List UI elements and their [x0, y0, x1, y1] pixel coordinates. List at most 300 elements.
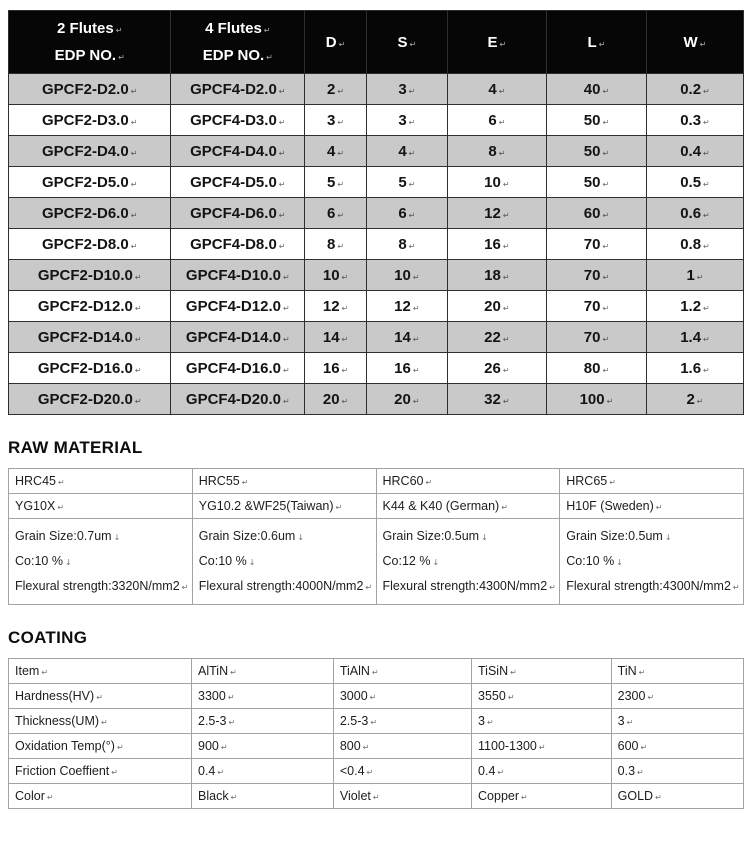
- formatting-mark-icon: ↵: [130, 117, 138, 127]
- formatting-mark-icon: ↵: [538, 743, 546, 752]
- formatting-mark-icon: ↵: [703, 303, 710, 313]
- formatting-mark-icon: ↵: [703, 334, 710, 344]
- formatting-mark-icon: ↵: [412, 303, 420, 313]
- table-cell: 4 ↵: [366, 136, 447, 167]
- formatting-mark-icon: ↵: [499, 39, 507, 49]
- formatting-mark-icon: ↵: [502, 365, 510, 375]
- table-cell: 3300 ↵: [192, 684, 334, 709]
- table-cell: 26 ↵: [447, 353, 546, 384]
- header-line: 2 Flutes ↵: [57, 20, 123, 37]
- formatting-mark-icon: ↵: [640, 743, 648, 752]
- table-cell: 0.4 ↵: [472, 759, 612, 784]
- formatting-mark-icon: ↵: [58, 478, 65, 487]
- formatting-mark-icon: ↵: [278, 179, 286, 189]
- table-cell: GOLD ↵: [611, 784, 743, 809]
- formatting-mark-icon: ↵: [337, 117, 345, 127]
- formatting-mark-icon: ↓: [248, 558, 256, 567]
- edp-size-table: [8, 10, 744, 415]
- formatting-mark-icon: ↵: [549, 583, 556, 592]
- table-cell: 0.4 ↵: [646, 136, 743, 167]
- table-cell: 10 ↵: [447, 167, 546, 198]
- formatting-mark-icon: ↵: [498, 148, 506, 158]
- table-cell: GPCF2-D20.0 ↵: [9, 384, 171, 415]
- table-cell: GPCF4-D6.0 ↵: [171, 198, 305, 229]
- formatting-mark-icon: ↵: [510, 668, 517, 677]
- spec-row: [9, 519, 744, 605]
- formatting-mark-icon: ↵: [118, 53, 125, 62]
- formatting-mark-icon: ↵: [341, 396, 349, 406]
- table-cell: 16 ↵: [447, 229, 546, 260]
- dimension-header-cell: W ↵: [646, 11, 743, 74]
- formatting-mark-icon: ↵: [409, 39, 417, 49]
- formatting-mark-icon: ↵: [703, 241, 710, 251]
- table-cell: 600 ↵: [611, 734, 743, 759]
- table-cell: 900 ↵: [192, 734, 334, 759]
- edp-row: [9, 229, 744, 260]
- table-cell: GPCF2-D10.0 ↵: [9, 260, 171, 291]
- edp-row: [9, 322, 744, 353]
- edp-row: [9, 353, 744, 384]
- table-cell: 50 ↵: [546, 105, 646, 136]
- spec-line: Flexural strength:4300N/mm2 ↵: [566, 579, 740, 593]
- table-cell: Oxidation Temp(°) ↵: [9, 734, 192, 759]
- table-cell: GPCF4-D14.0 ↵: [171, 322, 305, 353]
- formatting-mark-icon: ↵: [282, 334, 290, 344]
- material-row: [9, 494, 744, 519]
- table-cell: 18 ↵: [447, 260, 546, 291]
- table-cell: 16 ↵: [366, 353, 447, 384]
- formatting-mark-icon: ↵: [703, 117, 710, 127]
- table-cell: GPCF4-D8.0 ↵: [171, 229, 305, 260]
- table-cell: 10 ↵: [305, 260, 367, 291]
- table-cell: Black ↵: [192, 784, 334, 809]
- table-cell: 12 ↵: [447, 198, 546, 229]
- grade-cell: HRC55 ↵: [192, 469, 376, 494]
- table-cell: 0.2 ↵: [646, 74, 743, 105]
- edp-row: [9, 167, 744, 198]
- formatting-mark-icon: ↵: [412, 365, 420, 375]
- formatting-mark-icon: ↵: [282, 365, 290, 375]
- table-cell: 4 ↵: [305, 136, 367, 167]
- table-cell: 3550 ↵: [472, 684, 612, 709]
- table-cell: 3 ↵: [472, 709, 612, 734]
- table-cell: 3 ↵: [305, 105, 367, 136]
- grade-cell: HRC60 ↵: [376, 469, 560, 494]
- table-cell: Friction Coeffient ↵: [9, 759, 192, 784]
- formatting-mark-icon: ↵: [116, 743, 124, 752]
- spec-line: Co:12 % ↓: [382, 554, 440, 568]
- formatting-mark-icon: ↵: [703, 365, 710, 375]
- table-cell: 5 ↵: [366, 167, 447, 198]
- formatting-mark-icon: ↵: [412, 396, 420, 406]
- formatting-mark-icon: ↵: [602, 210, 610, 220]
- table-cell: 50 ↵: [546, 136, 646, 167]
- formatting-mark-icon: ↵: [412, 272, 420, 282]
- formatting-mark-icon: ↵: [227, 693, 235, 702]
- table-cell: 12 ↵: [305, 291, 367, 322]
- table-cell: GPCF4-D3.0 ↵: [171, 105, 305, 136]
- table-cell: GPCF4-D5.0 ↵: [171, 167, 305, 198]
- table-cell: 70 ↵: [546, 291, 646, 322]
- formatting-mark-icon: ↵: [134, 334, 142, 344]
- formatting-mark-icon: ↵: [703, 179, 710, 189]
- table-cell: 80 ↵: [546, 353, 646, 384]
- formatting-mark-icon: ↵: [130, 241, 138, 251]
- formatting-mark-icon: ↵: [365, 583, 373, 592]
- formatting-mark-icon: ↵: [266, 53, 273, 62]
- formatting-mark-icon: ↵: [502, 241, 510, 251]
- table-cell: Hardness(HV) ↵: [9, 684, 192, 709]
- table-cell: GPCF4-D4.0 ↵: [171, 136, 305, 167]
- raw-material-heading: RAW MATERIAL: [8, 438, 143, 457]
- table-cell: 0.8 ↵: [646, 229, 743, 260]
- formatting-mark-icon: ↵: [521, 793, 528, 802]
- formatting-mark-icon: ↵: [134, 303, 142, 313]
- table-cell: GPCF4-D16.0 ↵: [171, 353, 305, 384]
- table-cell: Violet ↵: [333, 784, 471, 809]
- formatting-mark-icon: ↵: [502, 396, 510, 406]
- table-cell: 0.5 ↵: [646, 167, 743, 198]
- formatting-mark-icon: ↵: [134, 365, 142, 375]
- table-cell: 100 ↵: [546, 384, 646, 415]
- table-cell: GPCF2-D14.0 ↵: [9, 322, 171, 353]
- coating-table: [8, 658, 744, 809]
- formatting-mark-icon: ↵: [134, 272, 142, 282]
- edp-row: [9, 105, 744, 136]
- edp-row: [9, 198, 744, 229]
- formatting-mark-icon: ↵: [626, 718, 634, 727]
- table-cell: 70 ↵: [546, 260, 646, 291]
- grade-row: [9, 469, 744, 494]
- formatting-mark-icon: ↵: [57, 503, 65, 512]
- dimension-header-cell: D ↵: [305, 11, 367, 74]
- formatting-mark-icon: ↵: [498, 86, 506, 96]
- formatting-mark-icon: ↵: [602, 117, 610, 127]
- formatting-mark-icon: ↵: [181, 583, 189, 592]
- formatting-mark-icon: ↵: [341, 334, 349, 344]
- formatting-mark-icon: ↵: [282, 396, 290, 406]
- table-cell: 8 ↵: [366, 229, 447, 260]
- edp-row: [9, 260, 744, 291]
- table-cell: GPCF2-D8.0 ↵: [9, 229, 171, 260]
- formatting-mark-icon: ↓: [297, 533, 305, 542]
- formatting-mark-icon: ↵: [111, 768, 118, 777]
- table-cell: 0.3 ↵: [611, 759, 743, 784]
- formatting-mark-icon: ↵: [337, 210, 345, 220]
- table-cell: 3000 ↵: [333, 684, 471, 709]
- table-cell: 2300 ↵: [611, 684, 743, 709]
- spec-cell: [9, 519, 193, 605]
- table-cell: 0.3 ↵: [646, 105, 743, 136]
- table-cell: 2.5-3 ↵: [192, 709, 334, 734]
- spec-cell: [192, 519, 376, 605]
- coating-row: [9, 784, 744, 809]
- formatting-mark-icon: ↵: [338, 39, 346, 49]
- formatting-mark-icon: ↵: [638, 668, 646, 677]
- edp-row: [9, 384, 744, 415]
- edp-row: [9, 136, 744, 167]
- formatting-mark-icon: ↵: [602, 365, 610, 375]
- material-cell: YG10.2 &WF25(Taiwan) ↵: [192, 494, 376, 519]
- formatting-mark-icon: ↵: [278, 241, 286, 251]
- table-cell: 70 ↵: [546, 322, 646, 353]
- coating-row: [9, 684, 744, 709]
- formatting-mark-icon: ↓: [664, 533, 672, 542]
- table-cell: 14 ↵: [366, 322, 447, 353]
- table-cell: 6 ↵: [305, 198, 367, 229]
- edp-flutes-header-cell: [9, 11, 171, 74]
- formatting-mark-icon: ↵: [497, 768, 505, 777]
- formatting-mark-icon: ↵: [115, 26, 123, 35]
- formatting-mark-icon: ↵: [602, 303, 610, 313]
- formatting-mark-icon: ↓: [432, 558, 440, 567]
- table-cell: 60 ↵: [546, 198, 646, 229]
- table-cell: Color ↵: [9, 784, 192, 809]
- formatting-mark-icon: ↵: [366, 768, 374, 777]
- coating-header-cell: Item ↵: [9, 659, 192, 684]
- table-cell: 4 ↵: [447, 74, 546, 105]
- table-cell: 8 ↵: [305, 229, 367, 260]
- spec-line: Grain Size:0.7um ↓: [15, 529, 121, 543]
- edp-row: [9, 74, 744, 105]
- formatting-mark-icon: ↵: [46, 793, 54, 802]
- table-cell: GPCF2-D3.0 ↵: [9, 105, 171, 136]
- table-cell: 20 ↵: [447, 291, 546, 322]
- formatting-mark-icon: ↵: [337, 179, 345, 189]
- formatting-mark-icon: ↵: [703, 148, 710, 158]
- table-cell: 20 ↵: [305, 384, 367, 415]
- material-cell: YG10X ↵: [9, 494, 193, 519]
- formatting-mark-icon: ↵: [699, 39, 707, 49]
- table-cell: 10 ↵: [366, 260, 447, 291]
- formatting-mark-icon: ↓: [616, 558, 623, 567]
- formatting-mark-icon: ↵: [130, 148, 138, 158]
- table-cell: 2 ↵: [305, 74, 367, 105]
- formatting-mark-icon: ↵: [341, 272, 349, 282]
- formatting-mark-icon: ↵: [598, 39, 606, 49]
- formatting-mark-icon: ↵: [96, 693, 103, 702]
- table-cell: 20 ↵: [366, 384, 447, 415]
- formatting-mark-icon: ↵: [655, 793, 662, 802]
- formatting-mark-icon: ↵: [703, 86, 710, 96]
- table-cell: GPCF4-D20.0 ↵: [171, 384, 305, 415]
- formatting-mark-icon: ↵: [263, 26, 271, 35]
- coating-row: [9, 759, 744, 784]
- edp-table-head: [9, 11, 744, 74]
- coating-body: [9, 659, 744, 809]
- spec-line: Flexural strength:4000N/mm2 ↵: [198, 579, 373, 593]
- coating-header-cell: AlTiN ↵: [192, 659, 334, 684]
- table-cell: GPCF2-D2.0 ↵: [9, 74, 171, 105]
- formatting-mark-icon: ↓: [64, 558, 72, 567]
- table-cell: GPCF2-D4.0 ↵: [9, 136, 171, 167]
- table-cell: 2.5-3 ↵: [333, 709, 471, 734]
- formatting-mark-icon: ↵: [609, 478, 616, 487]
- dimension-header-cell: E ↵: [447, 11, 546, 74]
- table-cell: GPCF2-D12.0 ↵: [9, 291, 171, 322]
- formatting-mark-icon: ↵: [371, 668, 379, 677]
- table-cell: 14 ↵: [305, 322, 367, 353]
- edp-table-body: [9, 74, 744, 415]
- formatting-mark-icon: ↵: [362, 743, 370, 752]
- formatting-mark-icon: ↵: [278, 210, 286, 220]
- table-cell: 800 ↵: [333, 734, 471, 759]
- table-cell: GPCF2-D5.0 ↵: [9, 167, 171, 198]
- formatting-mark-icon: ↵: [130, 179, 138, 189]
- formatting-mark-icon: ↵: [696, 272, 704, 282]
- formatting-mark-icon: ↵: [502, 303, 510, 313]
- raw-material-body: [9, 469, 744, 605]
- formatting-mark-icon: ↵: [241, 478, 249, 487]
- formatting-mark-icon: ↵: [486, 718, 494, 727]
- coating-header-cell: TiN ↵: [611, 659, 743, 684]
- formatting-mark-icon: ↵: [696, 396, 704, 406]
- spec-line: Flexural strength:4300N/mm2 ↵: [382, 579, 556, 593]
- spec-line: Grain Size:0.5um ↓: [566, 529, 672, 543]
- table-cell: 32 ↵: [447, 384, 546, 415]
- raw-material-table: [8, 468, 744, 605]
- header-line: 4 Flutes ↵: [205, 20, 271, 37]
- formatting-mark-icon: ↵: [130, 210, 138, 220]
- coating-row: [9, 734, 744, 759]
- table-cell: 6 ↵: [447, 105, 546, 136]
- grade-cell: HRC45 ↵: [9, 469, 193, 494]
- table-cell: GPCF2-D16.0 ↵: [9, 353, 171, 384]
- spec-line: Co:10 % ↓: [15, 554, 72, 568]
- table-cell: 0.6 ↵: [646, 198, 743, 229]
- spec-line: Grain Size:0.5um ↓: [382, 529, 488, 543]
- coating-heading: COATING: [8, 628, 88, 647]
- formatting-mark-icon: ↵: [602, 86, 610, 96]
- table-cell: 70 ↵: [546, 229, 646, 260]
- table-cell: 50 ↵: [546, 167, 646, 198]
- table-cell: GPCF2-D6.0 ↵: [9, 198, 171, 229]
- formatting-mark-icon: ↵: [337, 86, 345, 96]
- formatting-mark-icon: ↵: [282, 272, 290, 282]
- formatting-mark-icon: ↵: [502, 179, 510, 189]
- formatting-mark-icon: ↵: [341, 365, 349, 375]
- header-line: EDP NO. ↵: [202, 47, 273, 64]
- table-cell: 22 ↵: [447, 322, 546, 353]
- spec-line: Co:10 % ↓: [198, 554, 256, 568]
- table-cell: Thickness(UM) ↵: [9, 709, 192, 734]
- formatting-mark-icon: ↵: [278, 148, 286, 158]
- formatting-mark-icon: ↵: [412, 334, 420, 344]
- spec-cell: [560, 519, 744, 605]
- formatting-mark-icon: ↵: [602, 334, 610, 344]
- formatting-mark-icon: ↵: [502, 334, 510, 344]
- formatting-mark-icon: ↵: [41, 668, 49, 677]
- formatting-mark-icon: ↓: [113, 533, 121, 542]
- formatting-mark-icon: ↵: [507, 693, 515, 702]
- formatting-mark-icon: ↵: [408, 241, 416, 251]
- formatting-mark-icon: ↵: [732, 583, 740, 592]
- table-cell: 0.4 ↵: [192, 759, 334, 784]
- formatting-mark-icon: ↵: [502, 210, 510, 220]
- formatting-mark-icon: ↵: [217, 768, 225, 777]
- coating-header-row: [9, 659, 744, 684]
- table-cell: 1 ↵: [646, 260, 743, 291]
- table-cell: 16 ↵: [305, 353, 367, 384]
- table-cell: 1.2 ↵: [646, 291, 743, 322]
- table-cell: 1.6 ↵: [646, 353, 743, 384]
- formatting-mark-icon: ↵: [637, 768, 644, 777]
- formatting-mark-icon: ↵: [101, 718, 108, 727]
- table-cell: 1.4 ↵: [646, 322, 743, 353]
- spec-cell: [376, 519, 560, 605]
- table-cell: 40 ↵: [546, 74, 646, 105]
- grade-cell: HRC65 ↵: [560, 469, 744, 494]
- formatting-mark-icon: ↵: [408, 86, 416, 96]
- formatting-mark-icon: ↵: [502, 272, 510, 282]
- table-cell: 3 ↵: [366, 74, 447, 105]
- formatting-mark-icon: ↵: [335, 503, 343, 512]
- dimension-header-cell: S ↵: [366, 11, 447, 74]
- table-cell: 6 ↵: [366, 198, 447, 229]
- edp-flutes-header-cell: [171, 11, 305, 74]
- formatting-mark-icon: ↵: [230, 668, 237, 677]
- formatting-mark-icon: ↵: [602, 148, 610, 158]
- formatting-mark-icon: ↵: [337, 148, 345, 158]
- dimension-header-cell: L ↵: [546, 11, 646, 74]
- edp-row: [9, 291, 744, 322]
- material-cell: K44 & K40 (German) ↵: [376, 494, 560, 519]
- formatting-mark-icon: ↵: [703, 210, 710, 220]
- formatting-mark-icon: ↵: [408, 148, 416, 158]
- formatting-mark-icon: ↵: [425, 478, 433, 487]
- table-cell: 1100-1300 ↵: [472, 734, 612, 759]
- table-cell: 12 ↵: [366, 291, 447, 322]
- formatting-mark-icon: ↵: [606, 396, 614, 406]
- spec-line: Co:10 % ↓: [566, 554, 623, 568]
- formatting-mark-icon: ↵: [372, 793, 380, 802]
- spec-line: Grain Size:0.6um ↓: [198, 529, 305, 543]
- header-line: EDP NO. ↵: [54, 47, 125, 64]
- formatting-mark-icon: ↵: [408, 117, 416, 127]
- table-cell: 3 ↵: [366, 105, 447, 136]
- formatting-mark-icon: ↵: [498, 117, 506, 127]
- table-cell: 8 ↵: [447, 136, 546, 167]
- formatting-mark-icon: ↵: [220, 743, 228, 752]
- formatting-mark-icon: ↵: [408, 210, 416, 220]
- formatting-mark-icon: ↵: [278, 117, 286, 127]
- table-cell: <0.4 ↵: [333, 759, 471, 784]
- formatting-mark-icon: ↵: [134, 396, 142, 406]
- table-cell: Copper ↵: [472, 784, 612, 809]
- formatting-mark-icon: ↵: [341, 303, 349, 313]
- coating-header-cell: TiSiN ↵: [472, 659, 612, 684]
- formatting-mark-icon: ↵: [602, 241, 610, 251]
- table-cell: GPCF4-D12.0 ↵: [171, 291, 305, 322]
- formatting-mark-icon: ↵: [501, 503, 508, 512]
- formatting-mark-icon: ↵: [408, 179, 416, 189]
- coating-row: [9, 709, 744, 734]
- formatting-mark-icon: ↵: [602, 272, 610, 282]
- edp-header-row: [9, 11, 744, 74]
- formatting-mark-icon: ↵: [282, 303, 290, 313]
- formatting-mark-icon: ↵: [369, 693, 377, 702]
- table-cell: GPCF4-D2.0 ↵: [171, 74, 305, 105]
- table-cell: 3 ↵: [611, 709, 743, 734]
- formatting-mark-icon: ↵: [655, 503, 663, 512]
- formatting-mark-icon: ↵: [370, 718, 378, 727]
- table-cell: GPCF4-D10.0 ↵: [171, 260, 305, 291]
- table-cell: 5 ↵: [305, 167, 367, 198]
- formatting-mark-icon: ↵: [130, 86, 138, 96]
- formatting-mark-icon: ↵: [278, 86, 286, 96]
- material-cell: H10F (Sweden) ↵: [560, 494, 744, 519]
- formatting-mark-icon: ↓: [481, 533, 488, 542]
